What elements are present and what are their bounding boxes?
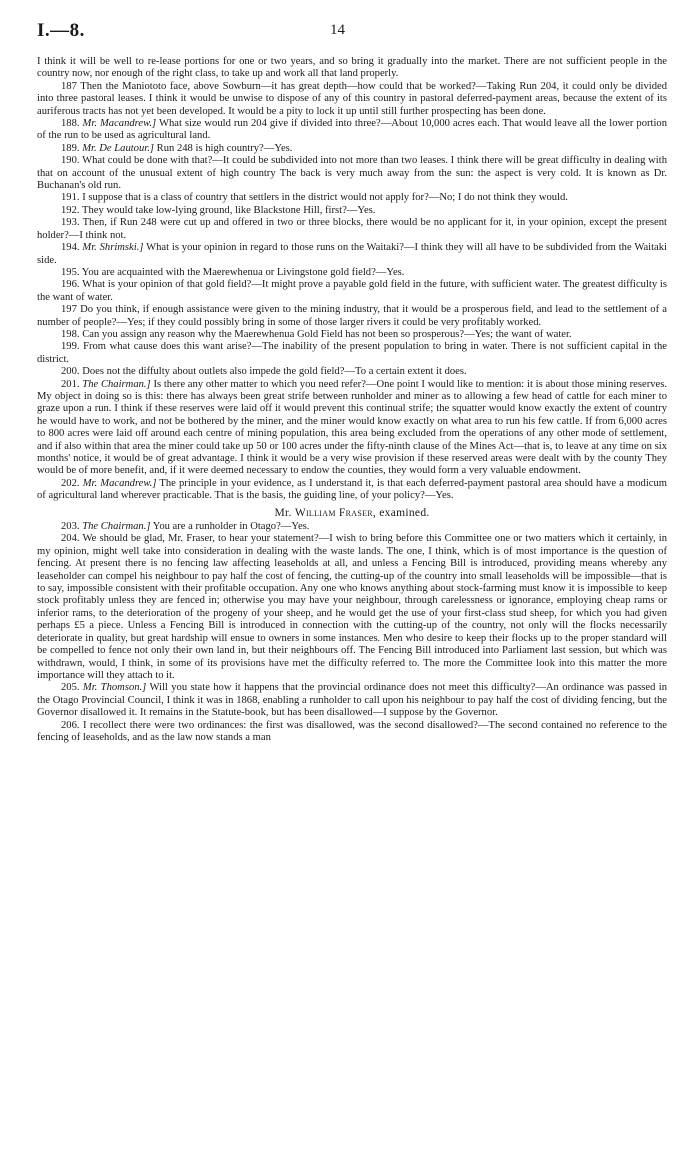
body-text bbox=[37, 56, 667, 744]
question-number: 196. bbox=[61, 279, 83, 291]
question-number: 202. bbox=[61, 477, 83, 489]
paragraph bbox=[37, 217, 667, 242]
question-number: 200. bbox=[61, 366, 83, 378]
document-id: I.—8. bbox=[37, 20, 85, 41]
paragraph-text: They would take low-lying ground, like Blackstone Hill, first?—Yes. bbox=[82, 204, 376, 216]
document-page bbox=[37, 20, 667, 744]
question-number: 203. bbox=[61, 521, 83, 533]
question-number: 192. bbox=[61, 204, 82, 216]
paragraph bbox=[37, 81, 667, 118]
paragraph-text: What could be done with that?—It could be subdivided into not more than two leases. I think there will be great difficulty in dealing with that on account of the unusual extent of high country The back is very much away from the sun: the aspect is very cold. It is known as Dr. Buchanan's old run. bbox=[37, 155, 667, 192]
paragraph-text: Does not the diffulty about outlets also impede the gold field?—To a certain extent it does. bbox=[82, 366, 467, 378]
paragraph-text: Will you state how it happens that the provincial ordinance does not meet this difficulty?—An ordinance was passed in the Otago Provincial Council, I think it was in 1868, enabling a runholder to call upon his neighbour to pay half the cost of dividing fencing, but the Governor disallowed it. It remains in the Statute-book, but has been disallowed—I suppose by the Governor. bbox=[37, 682, 667, 719]
question-number: 191. bbox=[61, 192, 83, 204]
paragraph bbox=[37, 720, 667, 745]
page-header bbox=[37, 20, 667, 56]
paragraph-text: Is there any other matter to which you need refer?—One point I would like to mention: it is about those mining reserves. My object in doing so is this: there has always been great strife between runholder and miner as to allowing a few head of cattle for each miner to graze upon a run. I think if these reserves were laid off it would prevent this continual strife; the squatter would know exactly the extent of country he would have to work, and not be bothered by the miner, and the miner would know exactly on what area to run his few cattle. If from 6,000 acres to 800 acres were laid off around each centre of mining population, this area being excluded from the operations of any other mode of settlement, and if also within that area the miner could take up 50 or 100 acres under the fifty-ninth clause of the Mines Act—that is, to leave at any time on six months' notice, it would be of great advantage. I think it would be a very wise provision if these reserved areas were dealt with by the county They would be of more benefit, and, if it were deemed necessary to endow the counties, they would form a very valuable endowment. bbox=[37, 378, 667, 477]
page-number: 14 bbox=[330, 22, 345, 38]
speaker: Mr. Macandrew.] bbox=[82, 118, 157, 130]
heading-suffix: , examined. bbox=[372, 506, 430, 519]
question-number: 198. bbox=[61, 328, 83, 340]
speaker: Mr. Thomson.] bbox=[82, 682, 147, 694]
speaker: Mr. De Lautour.] bbox=[82, 142, 154, 154]
question-number: 193. bbox=[61, 217, 83, 229]
speaker: The Chairman.] bbox=[82, 378, 151, 390]
paragraph-text: From what cause does this want arise?—The inability of the present population to bring in water. There is not sufficient capital in the district. bbox=[37, 341, 667, 365]
paragraph-text: Can you assign any reason why the Maerewhenua Gold Field has not been so prosperous?—Yes; the want of water. bbox=[82, 328, 572, 340]
paragraph-text: Run 248 is high country?—Yes. bbox=[154, 142, 293, 154]
paragraph-text: Then the Maniototo face, above Sowburn—it has great depth—how could that be worked?—Taking Run 204, it could only be divided into three pastoral leases. I think it would be unwise to dispose of any of this country in pastoral deferred-payment areas, because the extent of its auriferous tracts has not yet been developed. It would be a pity to lock it up until still further prospecting has been done. bbox=[37, 80, 667, 117]
paragraph bbox=[37, 521, 667, 533]
question-number: 188. bbox=[61, 118, 83, 130]
paragraph bbox=[37, 478, 667, 503]
paragraph bbox=[37, 205, 667, 217]
paragraph bbox=[37, 143, 667, 155]
paragraph-text: What is your opinion in regard to those runs on the Waitaki?—I think they will all have to be subdivided from the Waitaki side. bbox=[37, 242, 667, 266]
paragraph bbox=[37, 56, 667, 81]
question-number: 194. bbox=[61, 242, 83, 254]
question-number: 199. bbox=[61, 341, 84, 353]
question-number: 206. bbox=[61, 719, 83, 731]
paragraph bbox=[37, 329, 667, 341]
question-number: 195. bbox=[61, 266, 82, 278]
paragraph bbox=[37, 379, 667, 478]
paragraph-text: We should be glad, Mr. Fraser, to hear your statement?—I wish to bring before this Committee one or two matters which it certainly, in my opinion, might well take into consideration in dealing with the waste lands. The one, I think, which is of most importance is the question of fencing. At present there is no fencing law affecting leaseholds at all, and unless a Fencing Bill is introduced, providing means whereby any leaseholder can compel his neighbour to pay half the cost of fencing, the cutting-up of the country into small leaseholds will be impossible—that is to say, impossible consistent with their profitable occupation. Any one who knows anything about stock-farming must know it is impossible to keep stock profitably unless they are fenced in; otherwise you may have your neighbour, through carelessness or ignorance, employing cheap rams or inferior rams, to the deterioration of the progeny of your sheep, and he would get the use of your first-class stud sheep, for which you had given perhaps £5 a piece. Unless a Fencing Bill is introduced in connection with the cutting-up of the country, not only will the flocks necessarily deteriorate in quality, but great hardship will ensue to owners in some instances. Men who desire to keep their flocks up to the proper standard will be compelled to fence not only their own land in, but their neighbours off. The Fencing Bill introduced into Parliament last session, but which was withdrawn, would, I think, in some of its provisions have met the difficulty referred to. The more the Committee look into this matter the more importance will they attach to it. bbox=[37, 533, 668, 681]
paragraph-text: You are a runholder in Otago?—Yes. bbox=[150, 521, 310, 533]
question-number: 189. bbox=[61, 142, 83, 154]
question-number: 201. bbox=[61, 378, 83, 390]
paragraph-text: Do you think, if enough assistance were given to the mining industry, that it would be a prosperous field, and lead to the settlement of a number of people?—Yes; if they could possibly bring in some of those larger rivers it could be very profitably worked. bbox=[37, 304, 667, 328]
paragraph bbox=[37, 304, 667, 329]
question-number: 204. bbox=[61, 533, 83, 545]
paragraph bbox=[37, 118, 667, 143]
speaker: Mr. Shrimski.] bbox=[82, 242, 144, 254]
paragraph-text: The principle in your evidence, as I understand it, is that each deferred-payment pastoral area should have a modicum of agricultural land wherever practicable. That is the basis, the guiding line, of your policy?—Yes. bbox=[37, 477, 668, 502]
paragraph bbox=[37, 682, 667, 719]
paragraph bbox=[37, 366, 667, 378]
paragraph-text: You are acquainted with the Maerewhenua or Livingstone gold field?—Yes. bbox=[81, 266, 405, 278]
paragraph-text: I think it will be well to re-lease portions for one or two years, and so bring it gradually into the market. There are not sufficient people in the country now, nor enough of the right class, to take up and work all that land properly. bbox=[37, 56, 667, 80]
speaker: The Chairman.] bbox=[82, 521, 151, 533]
paragraph-text: What is your opinion of that gold field?—It might prove a payable gold field in the future, with sufficient water. The greatest difficulty is the want of water. bbox=[37, 279, 668, 303]
paragraph bbox=[37, 242, 667, 267]
question-number: 187 bbox=[61, 80, 81, 92]
heading-prefix: Mr. bbox=[274, 506, 295, 519]
witness-heading bbox=[37, 507, 667, 519]
question-number: 190. bbox=[61, 155, 83, 167]
paragraphs-after bbox=[37, 521, 667, 744]
speaker: Mr. Macandrew.] bbox=[82, 477, 157, 489]
paragraph bbox=[37, 267, 667, 279]
paragraph-text: Then, if Run 248 were cut up and offered in two or three blocks, there would be no applicant for it, in your opinion, except the present holder?—I think not. bbox=[37, 217, 667, 241]
paragraph bbox=[37, 192, 667, 204]
paragraph bbox=[37, 155, 667, 192]
paragraphs-before bbox=[37, 56, 667, 503]
paragraph-text: I suppose that is a class of country that settlers in the district would not apply for?—No; I do not think they would. bbox=[82, 192, 568, 204]
heading-name: William Fraser bbox=[294, 506, 373, 519]
paragraph bbox=[37, 341, 667, 366]
question-number: 205. bbox=[61, 682, 83, 694]
paragraph-text: I recollect there were two ordinances: the first was disallowed, was the second disallowed?—The second contained no reference to the fencing of leaseholds, and as the law now stands a man bbox=[37, 719, 668, 743]
paragraph bbox=[37, 533, 667, 682]
paragraph-text: What size would run 204 give if divided into three?—About 10,000 acres each. That would leave all the lower portion of the run to be used as agricultural land. bbox=[37, 118, 668, 142]
paragraph bbox=[37, 279, 667, 304]
question-number: 197 bbox=[61, 304, 81, 316]
